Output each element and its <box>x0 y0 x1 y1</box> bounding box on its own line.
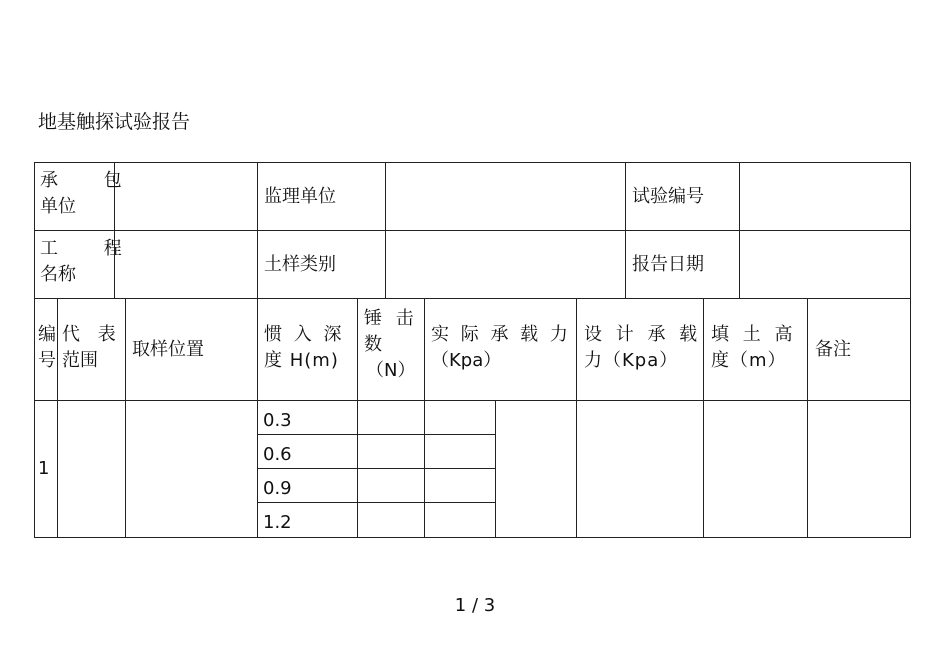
project-label <box>40 236 142 288</box>
col-header-remarks: 备注 <box>815 338 851 360</box>
contractor-label <box>40 168 142 220</box>
row-1-depth-1: 0.3 <box>263 410 292 431</box>
col-header-fill-height <box>711 322 806 374</box>
col-header-depth-line2: 度 H(m) <box>264 350 339 371</box>
col-header-actual-line1: 实 际 承 载 力 <box>431 324 571 345</box>
col-header-actual <box>431 322 576 374</box>
col-header-fill-height-line2: 度（m） <box>711 350 787 371</box>
col-header-blows <box>364 306 424 384</box>
contractor-value <box>118 163 256 230</box>
test-no-label: 试验编号 <box>632 185 704 207</box>
soil-type-label: 土样类别 <box>264 253 336 275</box>
col-header-range-line1: 代 表 <box>62 324 122 345</box>
report-date-label: 报告日期 <box>632 253 704 275</box>
supervisor-label: 监理单位 <box>264 185 336 207</box>
report-date-value <box>744 231 908 298</box>
col-header-design <box>584 322 702 374</box>
col-header-range-line2: 范围 <box>62 350 98 371</box>
contractor-label-line2: 单位 <box>40 196 76 217</box>
test-no-value <box>744 163 908 230</box>
col-header-blows-line1: 锤 击 <box>364 308 418 329</box>
page-indicator: 1 / 3 <box>454 595 496 616</box>
project-value <box>118 231 256 298</box>
col-header-depth <box>264 322 356 374</box>
project-label-line2: 名称 <box>40 264 76 285</box>
supervisor-value <box>390 163 620 230</box>
col-header-range <box>62 322 124 374</box>
col-header-blows-line2: 数 <box>364 334 382 355</box>
col-header-no <box>38 322 58 374</box>
soil-type-value <box>390 231 620 298</box>
col-header-design-line2: 力（Kpa） <box>584 350 679 371</box>
col-header-design-line1: 设 计 承 载 <box>584 324 702 345</box>
contractor-label-line1: 承 包 <box>40 170 142 191</box>
col-header-depth-line1: 惯 入 深 <box>264 324 345 345</box>
col-header-location: 取样位置 <box>132 338 204 360</box>
col-header-fill-height-line1: 填 土 高 <box>711 324 797 345</box>
col-header-no-line2: 号 <box>38 350 56 371</box>
report-title: 地基触探试验报告 <box>38 111 191 133</box>
row-1-depth-3: 0.9 <box>263 478 292 499</box>
project-label-line1: 工 程 <box>40 238 142 259</box>
col-header-actual-line2: （Kpa） <box>431 350 502 371</box>
row-1-no: 1 <box>38 458 50 479</box>
col-header-no-line1: 编 <box>38 324 56 345</box>
row-1-depth-2: 0.6 <box>263 444 292 465</box>
col-header-blows-line3: （N） <box>366 360 416 381</box>
row-1-depth-4: 1.2 <box>263 512 292 533</box>
